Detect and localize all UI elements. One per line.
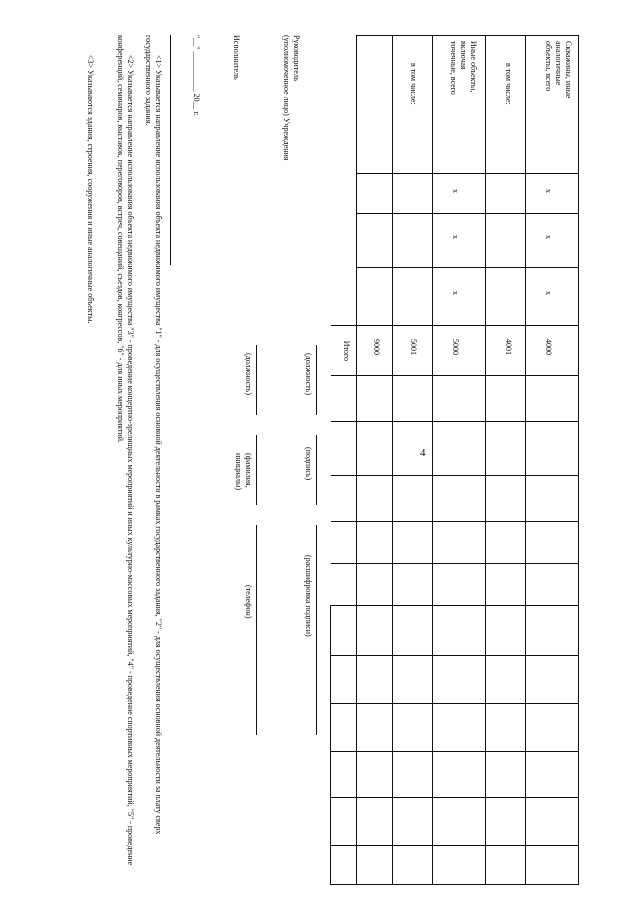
row-mark: х bbox=[544, 291, 553, 295]
row-mark: х bbox=[451, 189, 460, 193]
executor-label: Исполнитель bbox=[232, 35, 241, 80]
row-code: 5001 bbox=[409, 339, 418, 355]
date-line: "__" __________ 20__ г. bbox=[192, 35, 201, 116]
rotated-form bbox=[41, 35, 581, 885]
row-name: в том числе: bbox=[504, 63, 513, 105]
row-mark: х bbox=[451, 235, 460, 239]
exec-caption-name: (фамилия, инициалы) bbox=[234, 453, 253, 491]
total-label: Итого bbox=[342, 340, 351, 361]
row-mark: х bbox=[544, 235, 553, 239]
head-caption-position: (должность) bbox=[304, 353, 313, 395]
row-mark: х bbox=[451, 291, 460, 295]
row-code: 4000 bbox=[544, 339, 553, 355]
exec-caption-phone: (телефон) bbox=[244, 585, 253, 619]
head-label: Руководитель bbox=[292, 35, 301, 82]
page-number: 4 bbox=[420, 447, 426, 459]
footnote-2: <2> Указывается направление использования объекта недвижимого имущества "3" - проведение концертно-зрелищных мероприятий и иных культурно-массовых мероприятий, "4" - проведение спортивных мероприятий, "5" - проведение конференций, семинаров, выставок, переговоров, встреч, совещаний, съездов, конгрессов, "6" - для иных мероприятий. bbox=[116, 35, 135, 866]
row-code: 4001 bbox=[504, 339, 513, 355]
head-caption-sign: (подпись) bbox=[304, 447, 313, 481]
footnote-3: <3> Указываются здания, строения, сооружения и иные аналогичные объекты. bbox=[86, 55, 95, 324]
row-name: Скважины, иные аналогичные объекты, всего bbox=[544, 41, 573, 99]
footnote-1: <1> Указывается направление использования объекта недвижимого имущества "1" - для осуществления основной деятельности в рамках государственного задания, "2" - для осуществления основной деятельности за плату сверх государственного задания. bbox=[144, 35, 163, 835]
row-mark: х bbox=[544, 189, 553, 193]
head-caption-decode: (расшифровка подписи) bbox=[304, 555, 313, 637]
row-name: в том числе: bbox=[409, 63, 418, 105]
exec-caption-position: (должность) bbox=[244, 353, 253, 395]
row-name: Иные объекты, включая точечные, всего bbox=[449, 41, 478, 95]
head-label-2: (уполномоченное лицо) Учреждения bbox=[282, 35, 291, 161]
row-code: 5000 bbox=[451, 339, 460, 355]
row-code: 9000 bbox=[372, 339, 381, 355]
